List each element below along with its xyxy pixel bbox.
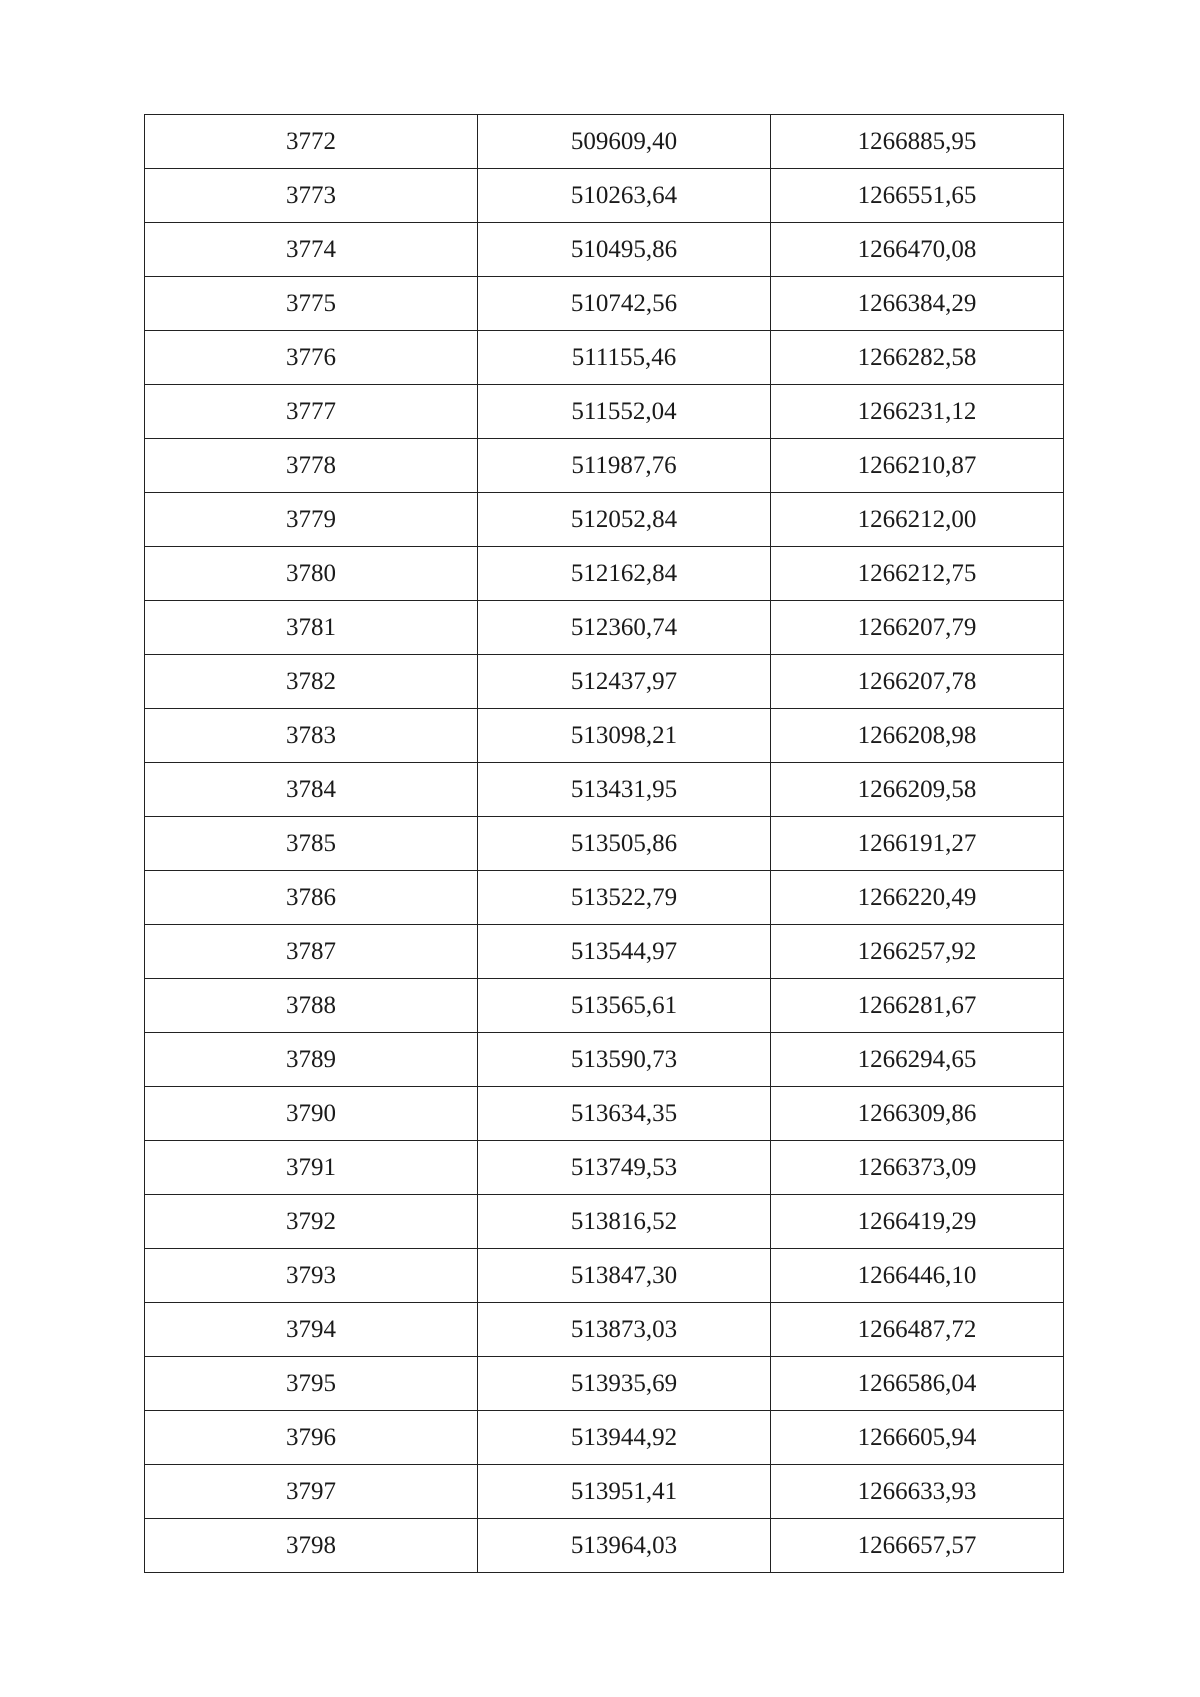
x-coordinate-cell: 512437,97: [478, 655, 771, 709]
y-coordinate-cell: 1266551,65: [771, 169, 1064, 223]
x-coordinate-cell: 513590,73: [478, 1033, 771, 1087]
y-coordinate-cell: 1266257,92: [771, 925, 1064, 979]
x-coordinate-cell: 513522,79: [478, 871, 771, 925]
point-number-cell: 3793: [145, 1249, 478, 1303]
table-row: [145, 385, 1064, 439]
y-coordinate-cell: 1266282,58: [771, 331, 1064, 385]
x-coordinate-cell: 513873,03: [478, 1303, 771, 1357]
point-number-cell: 3772: [145, 115, 478, 169]
y-coordinate-cell: 1266446,10: [771, 1249, 1064, 1303]
x-coordinate-cell: 513565,61: [478, 979, 771, 1033]
x-coordinate-cell: 513944,92: [478, 1411, 771, 1465]
x-coordinate-cell: 513431,95: [478, 763, 771, 817]
table-row: [145, 1087, 1064, 1141]
point-number-cell: 3779: [145, 493, 478, 547]
point-number-cell: 3784: [145, 763, 478, 817]
x-coordinate-cell: 510742,56: [478, 277, 771, 331]
x-coordinate-cell: 513634,35: [478, 1087, 771, 1141]
y-coordinate-cell: 1266586,04: [771, 1357, 1064, 1411]
x-coordinate-cell: 513951,41: [478, 1465, 771, 1519]
x-coordinate-cell: 511987,76: [478, 439, 771, 493]
y-coordinate-cell: 1266633,93: [771, 1465, 1064, 1519]
table-row: [145, 655, 1064, 709]
table-row: [145, 1519, 1064, 1573]
x-coordinate-cell: 511155,46: [478, 331, 771, 385]
y-coordinate-cell: 1266208,98: [771, 709, 1064, 763]
y-coordinate-cell: 1266220,49: [771, 871, 1064, 925]
y-coordinate-cell: 1266309,86: [771, 1087, 1064, 1141]
y-coordinate-cell: 1266657,57: [771, 1519, 1064, 1573]
y-coordinate-cell: 1266605,94: [771, 1411, 1064, 1465]
table-row: [145, 1141, 1064, 1195]
y-coordinate-cell: 1266212,75: [771, 547, 1064, 601]
point-number-cell: 3796: [145, 1411, 478, 1465]
point-number-cell: 3786: [145, 871, 478, 925]
table-row: [145, 1411, 1064, 1465]
table-row: [145, 925, 1064, 979]
x-coordinate-cell: 510263,64: [478, 169, 771, 223]
table-row: [145, 169, 1064, 223]
table-row: [145, 871, 1064, 925]
table-row: [145, 1465, 1064, 1519]
y-coordinate-cell: 1266373,09: [771, 1141, 1064, 1195]
y-coordinate-cell: 1266212,00: [771, 493, 1064, 547]
x-coordinate-cell: 509609,40: [478, 115, 771, 169]
table-row: [145, 277, 1064, 331]
table-row: [145, 493, 1064, 547]
point-number-cell: 3795: [145, 1357, 478, 1411]
point-number-cell: 3790: [145, 1087, 478, 1141]
table-row: [145, 331, 1064, 385]
point-number-cell: 3792: [145, 1195, 478, 1249]
y-coordinate-cell: 1266384,29: [771, 277, 1064, 331]
point-number-cell: 3781: [145, 601, 478, 655]
coordinates-table-body: [145, 115, 1064, 1573]
table-row: [145, 547, 1064, 601]
table-row: [145, 115, 1064, 169]
x-coordinate-cell: 513098,21: [478, 709, 771, 763]
x-coordinate-cell: 513505,86: [478, 817, 771, 871]
table-row: [145, 223, 1064, 277]
x-coordinate-cell: 513935,69: [478, 1357, 771, 1411]
x-coordinate-cell: 513816,52: [478, 1195, 771, 1249]
y-coordinate-cell: 1266210,87: [771, 439, 1064, 493]
table-row: [145, 763, 1064, 817]
table-row: [145, 1249, 1064, 1303]
point-number-cell: 3782: [145, 655, 478, 709]
point-number-cell: 3783: [145, 709, 478, 763]
point-number-cell: 3788: [145, 979, 478, 1033]
x-coordinate-cell: 513964,03: [478, 1519, 771, 1573]
x-coordinate-cell: 513847,30: [478, 1249, 771, 1303]
point-number-cell: 3780: [145, 547, 478, 601]
point-number-cell: 3774: [145, 223, 478, 277]
point-number-cell: 3775: [145, 277, 478, 331]
point-number-cell: 3798: [145, 1519, 478, 1573]
coordinates-table: [144, 114, 1064, 1573]
table-row: [145, 1195, 1064, 1249]
y-coordinate-cell: 1266209,58: [771, 763, 1064, 817]
x-coordinate-cell: 513544,97: [478, 925, 771, 979]
point-number-cell: 3789: [145, 1033, 478, 1087]
x-coordinate-cell: 512052,84: [478, 493, 771, 547]
y-coordinate-cell: 1266470,08: [771, 223, 1064, 277]
table-row: [145, 1303, 1064, 1357]
x-coordinate-cell: 510495,86: [478, 223, 771, 277]
table-row: [145, 979, 1064, 1033]
point-number-cell: 3778: [145, 439, 478, 493]
point-number-cell: 3797: [145, 1465, 478, 1519]
y-coordinate-cell: 1266207,78: [771, 655, 1064, 709]
point-number-cell: 3791: [145, 1141, 478, 1195]
table-row: [145, 709, 1064, 763]
y-coordinate-cell: 1266294,65: [771, 1033, 1064, 1087]
point-number-cell: 3773: [145, 169, 478, 223]
point-number-cell: 3776: [145, 331, 478, 385]
y-coordinate-cell: 1266207,79: [771, 601, 1064, 655]
y-coordinate-cell: 1266885,95: [771, 115, 1064, 169]
x-coordinate-cell: 512360,74: [478, 601, 771, 655]
table-row: [145, 817, 1064, 871]
x-coordinate-cell: 511552,04: [478, 385, 771, 439]
y-coordinate-cell: 1266191,27: [771, 817, 1064, 871]
point-number-cell: 3777: [145, 385, 478, 439]
y-coordinate-cell: 1266281,67: [771, 979, 1064, 1033]
table-row: [145, 1033, 1064, 1087]
y-coordinate-cell: 1266419,29: [771, 1195, 1064, 1249]
point-number-cell: 3785: [145, 817, 478, 871]
table-row: [145, 439, 1064, 493]
y-coordinate-cell: 1266487,72: [771, 1303, 1064, 1357]
point-number-cell: 3787: [145, 925, 478, 979]
table-row: [145, 1357, 1064, 1411]
table-row: [145, 601, 1064, 655]
point-number-cell: 3794: [145, 1303, 478, 1357]
x-coordinate-cell: 512162,84: [478, 547, 771, 601]
x-coordinate-cell: 513749,53: [478, 1141, 771, 1195]
y-coordinate-cell: 1266231,12: [771, 385, 1064, 439]
